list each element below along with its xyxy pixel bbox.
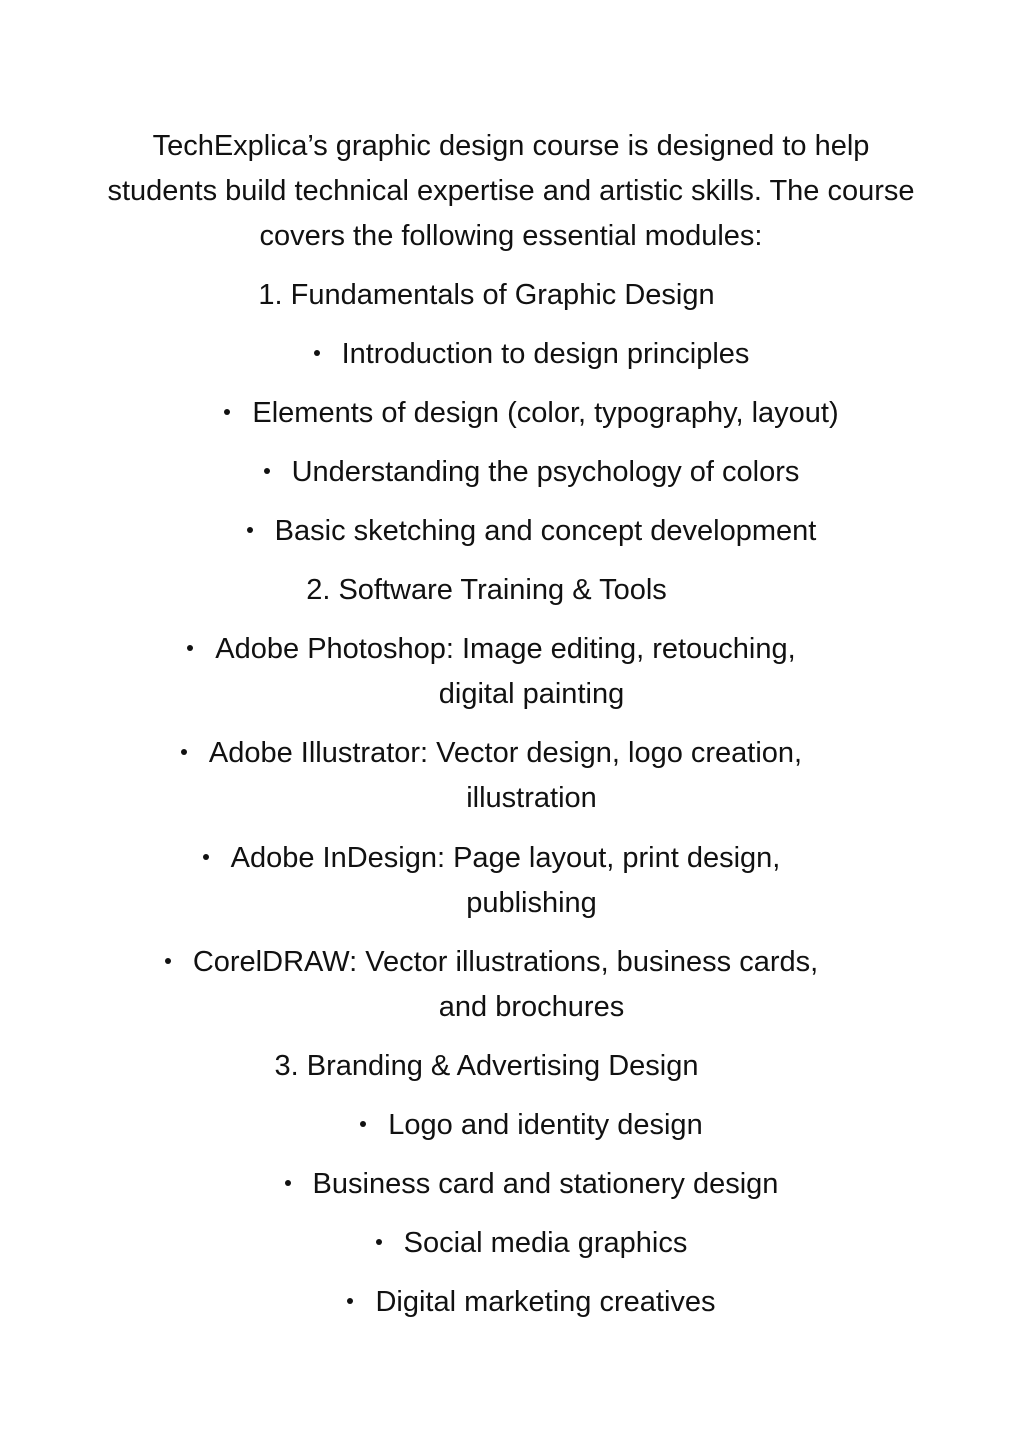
bullet-icon	[165, 958, 171, 964]
module-heading-fundamentals: 1. Fundamentals of Graphic Design	[258, 279, 715, 311]
list-item: Adobe InDesign: Page layout, print design, publishing	[0, 836, 1023, 926]
bullet-icon	[264, 468, 270, 474]
bullet-icon	[181, 749, 187, 755]
list-item: Adobe Illustrator: Vector design, logo creation, illustration	[0, 731, 1023, 821]
bullet-icon	[347, 1298, 353, 1304]
list-item: Social media graphics	[20, 1221, 1023, 1266]
list-item: Introduction to design principles	[20, 332, 1023, 377]
bullet-icon	[187, 645, 193, 651]
bullet-icon	[376, 1239, 382, 1245]
list-item: Digital marketing creatives	[20, 1280, 1023, 1325]
bullet-icon	[360, 1121, 366, 1127]
bullet-icon	[314, 350, 320, 356]
module-heading-branding: 3. Branding & Advertising Design	[274, 1050, 699, 1082]
list-item: CorelDRAW: Vector illustrations, business cards, and brochures	[0, 940, 1023, 1030]
bullet-icon	[247, 527, 253, 533]
list-item: Adobe Photoshop: Image editing, retouching, digital painting	[0, 627, 1023, 717]
intro-paragraph: TechExplica’s graphic design course is designed to help students build technical expertise and artistic skills. The course covers the following essential modules:	[107, 130, 915, 252]
bullet-icon	[285, 1180, 291, 1186]
module-heading-software: 2. Software Training & Tools	[306, 574, 667, 606]
list-item: Elements of design (color, typography, layout)	[20, 391, 1023, 436]
list-item: Business card and stationery design	[20, 1162, 1023, 1207]
bullet-icon	[203, 854, 209, 860]
list-item: Basic sketching and concept development	[20, 509, 1023, 554]
bullet-icon	[224, 409, 230, 415]
list-item: Understanding the psychology of colors	[20, 450, 1023, 495]
list-item: Logo and identity design	[20, 1103, 1023, 1148]
